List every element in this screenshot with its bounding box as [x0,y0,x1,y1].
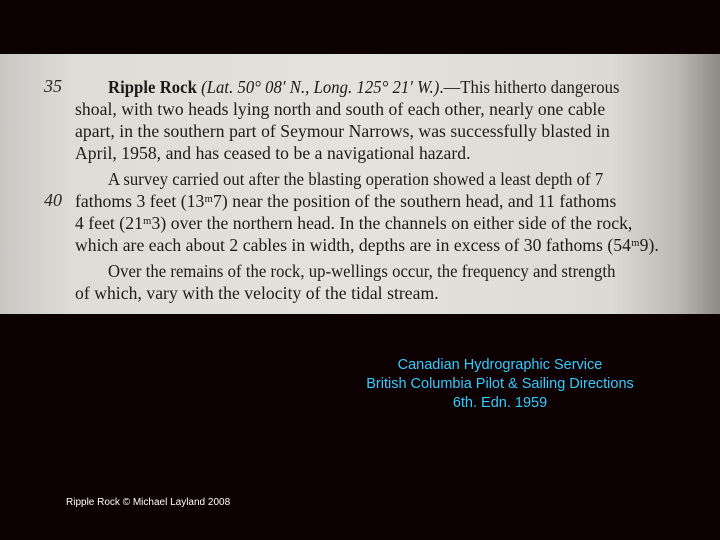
text-line-7: 4 feet (21ᵐ3) over the northern head. In the channels on either side of the rock, [75,213,633,233]
text-line-5: A survey carried out after the blasting operation showed a least depth of 7 [108,169,604,189]
text-line-8: which are each about 2 cables in width, depths are in excess of 30 fathoms (54ᵐ9). [75,235,659,255]
scanned-page [0,54,720,314]
copyright-notice: Ripple Rock © Michael Layland 2008 [66,497,231,508]
line-number-35: 35 [44,76,62,96]
entry-coordinates: (Lat. 50° 08′ N., Long. 125° 21′ W.) [201,77,440,97]
entry-title: Ripple Rock [108,77,197,97]
text-line-1 [108,76,676,98]
line-number-40: 40 [44,190,62,210]
text-line-3: apart, in the southern part of Seymour Narrows, was successfully blasted in [75,121,610,141]
text-line-2: shoal, with two heads lying north and south of each other, nearly one cable [75,99,606,119]
text-line-9: Over the remains of the rock, up-wellings occur, the frequency and strength [108,261,616,281]
credit-line-3: 6th. Edn. 1959 [452,395,548,411]
text-line-4: April, 1958, and has ceased to be a navigational hazard. [75,143,471,163]
source-credit [340,356,660,413]
text-line-10: of which, vary with the velocity of the tidal stream. [75,283,439,303]
text-line-6: fathoms 3 feet (13ᵐ7) near the position of the southern head, and 11 fathoms [75,191,617,211]
text-line-1-rest: .—This hitherto dangerous [439,77,620,97]
credit-line-2: British Columbia Pilot & Sailing Directions [366,376,634,392]
credit-line-1: Canadian Hydrographic Service [397,357,603,373]
